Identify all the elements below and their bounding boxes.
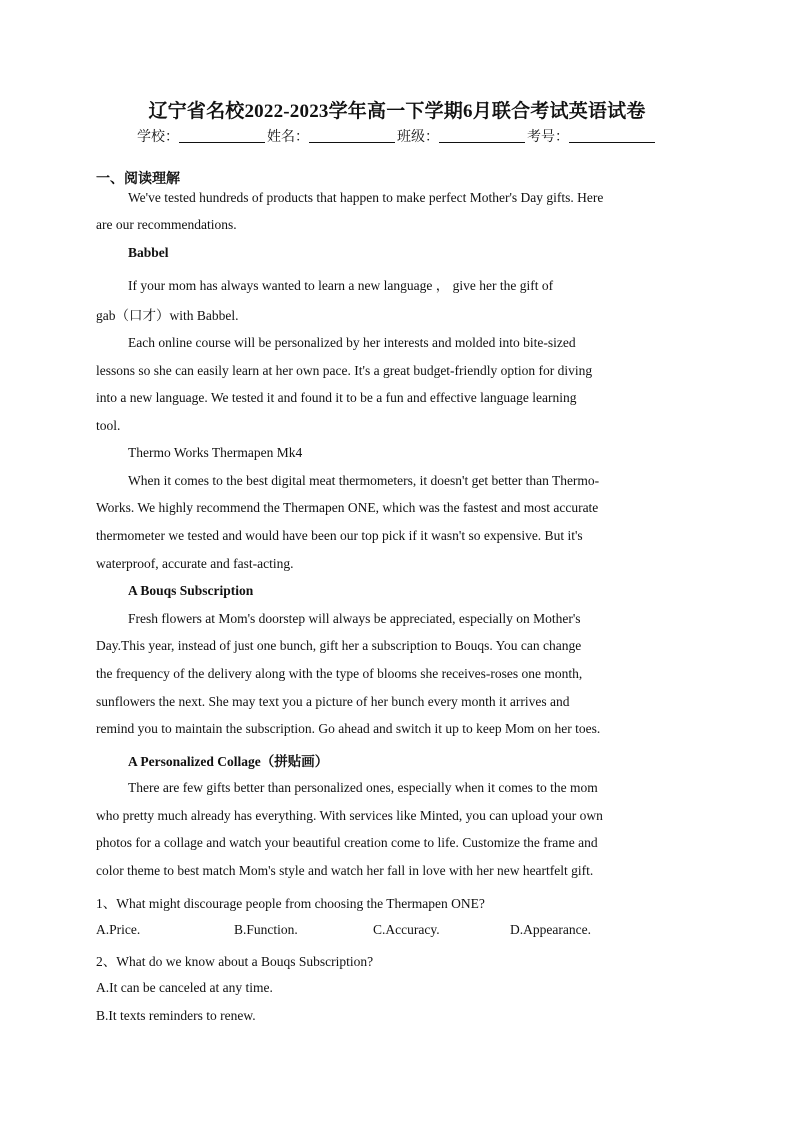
bouqs-heading: A Bouqs Subscription: [128, 583, 254, 598]
option-b[interactable]: B.Function.: [234, 922, 298, 937]
option-c[interactable]: C.Accuracy.: [373, 922, 440, 937]
option-b[interactable]: B.It texts reminders to renew.: [96, 1008, 256, 1023]
babbel-line: If your mom has always wanted to learn a new language ， give her the gift of: [128, 278, 554, 293]
babbel-line: into a new language. We tested it and found it to be a fun and effective language learning: [96, 390, 577, 405]
thermo-heading: Thermo Works Thermapen Mk4: [128, 445, 303, 460]
school-label: 学校：: [137, 130, 179, 145]
option-a[interactable]: A.Price.: [96, 922, 141, 937]
name-blank[interactable]: [309, 128, 395, 143]
thermo-line: waterproof, accurate and fast-acting.: [96, 556, 294, 571]
question-stem: 1、What might discourage people from choosing the Thermapen ONE?: [96, 896, 485, 911]
collage-line: photos for a collage and watch your beautiful creation come to life. Customize the frame and: [96, 835, 598, 850]
class-label: 班级：: [397, 130, 439, 145]
intro-line: are our recommendations.: [96, 217, 237, 232]
bouqs-line: Fresh flowers at Mom's doorstep will always be appreciated, especially on Mother's: [128, 611, 581, 626]
collage-heading: A Personalized Collage（拼贴画）: [128, 754, 329, 769]
student-info-row: [0, 126, 794, 146]
section-heading: 一、阅读理解: [96, 172, 180, 187]
collage-line: color theme to best match Mom's style and watch her fall in love with her new heartfelt gift.: [96, 863, 594, 878]
exam-number-label: 考号：: [527, 130, 569, 145]
collage-line: There are few gifts better than personalized ones, especially when it comes to the mom: [128, 780, 598, 795]
option-a[interactable]: A.It can be canceled at any time.: [96, 980, 273, 995]
exam-number-blank[interactable]: [569, 128, 655, 143]
name-label: 姓名：: [267, 130, 309, 145]
bouqs-line: Day.This year, instead of just one bunch, gift her a subscription to Bouqs. You can change: [96, 638, 582, 653]
thermo-line: Works. We highly recommend the Thermapen ONE, which was the fastest and most accurate: [96, 500, 599, 515]
babbel-line: tool.: [96, 418, 121, 433]
bouqs-line: the frequency of the delivery along with the type of blooms she receives-roses one month,: [96, 666, 583, 681]
class-blank[interactable]: [439, 128, 525, 143]
school-blank[interactable]: [179, 128, 265, 143]
page-title: 辽宁省名校2022-2023学年高一下学期6月联合考试英语试卷: [148, 101, 646, 122]
question-stem: 2、What do we know about a Bouqs Subscription?: [96, 954, 374, 969]
bouqs-line: sunflowers the next. She may text you a picture of her bunch every month it arrives and: [96, 694, 570, 709]
thermo-line: thermometer we tested and would have been our top pick if it wasn't so expensive. But it's: [96, 528, 583, 543]
bouqs-line: remind you to maintain the subscription. Go ahead and switch it up to keep Mom on her toes.: [96, 721, 601, 736]
option-d[interactable]: D.Appearance.: [510, 922, 591, 937]
babbel-line: gab（口才）with Babbel.: [96, 308, 239, 323]
babbel-line: Each online course will be personalized by her interests and molded into bite-sized: [128, 335, 576, 350]
collage-line: who pretty much already has everything. With services like Minted, you can upload your own: [96, 808, 603, 823]
babbel-heading: Babbel: [128, 245, 169, 260]
intro-line: We've tested hundreds of products that happen to make perfect Mother's Day gifts. Here: [128, 190, 604, 205]
babbel-line: lessons so she can easily learn at her own pace. It's a great budget-friendly option for diving: [96, 363, 593, 378]
thermo-line: When it comes to the best digital meat thermometers, it doesn't get better than Thermo-: [128, 473, 600, 488]
